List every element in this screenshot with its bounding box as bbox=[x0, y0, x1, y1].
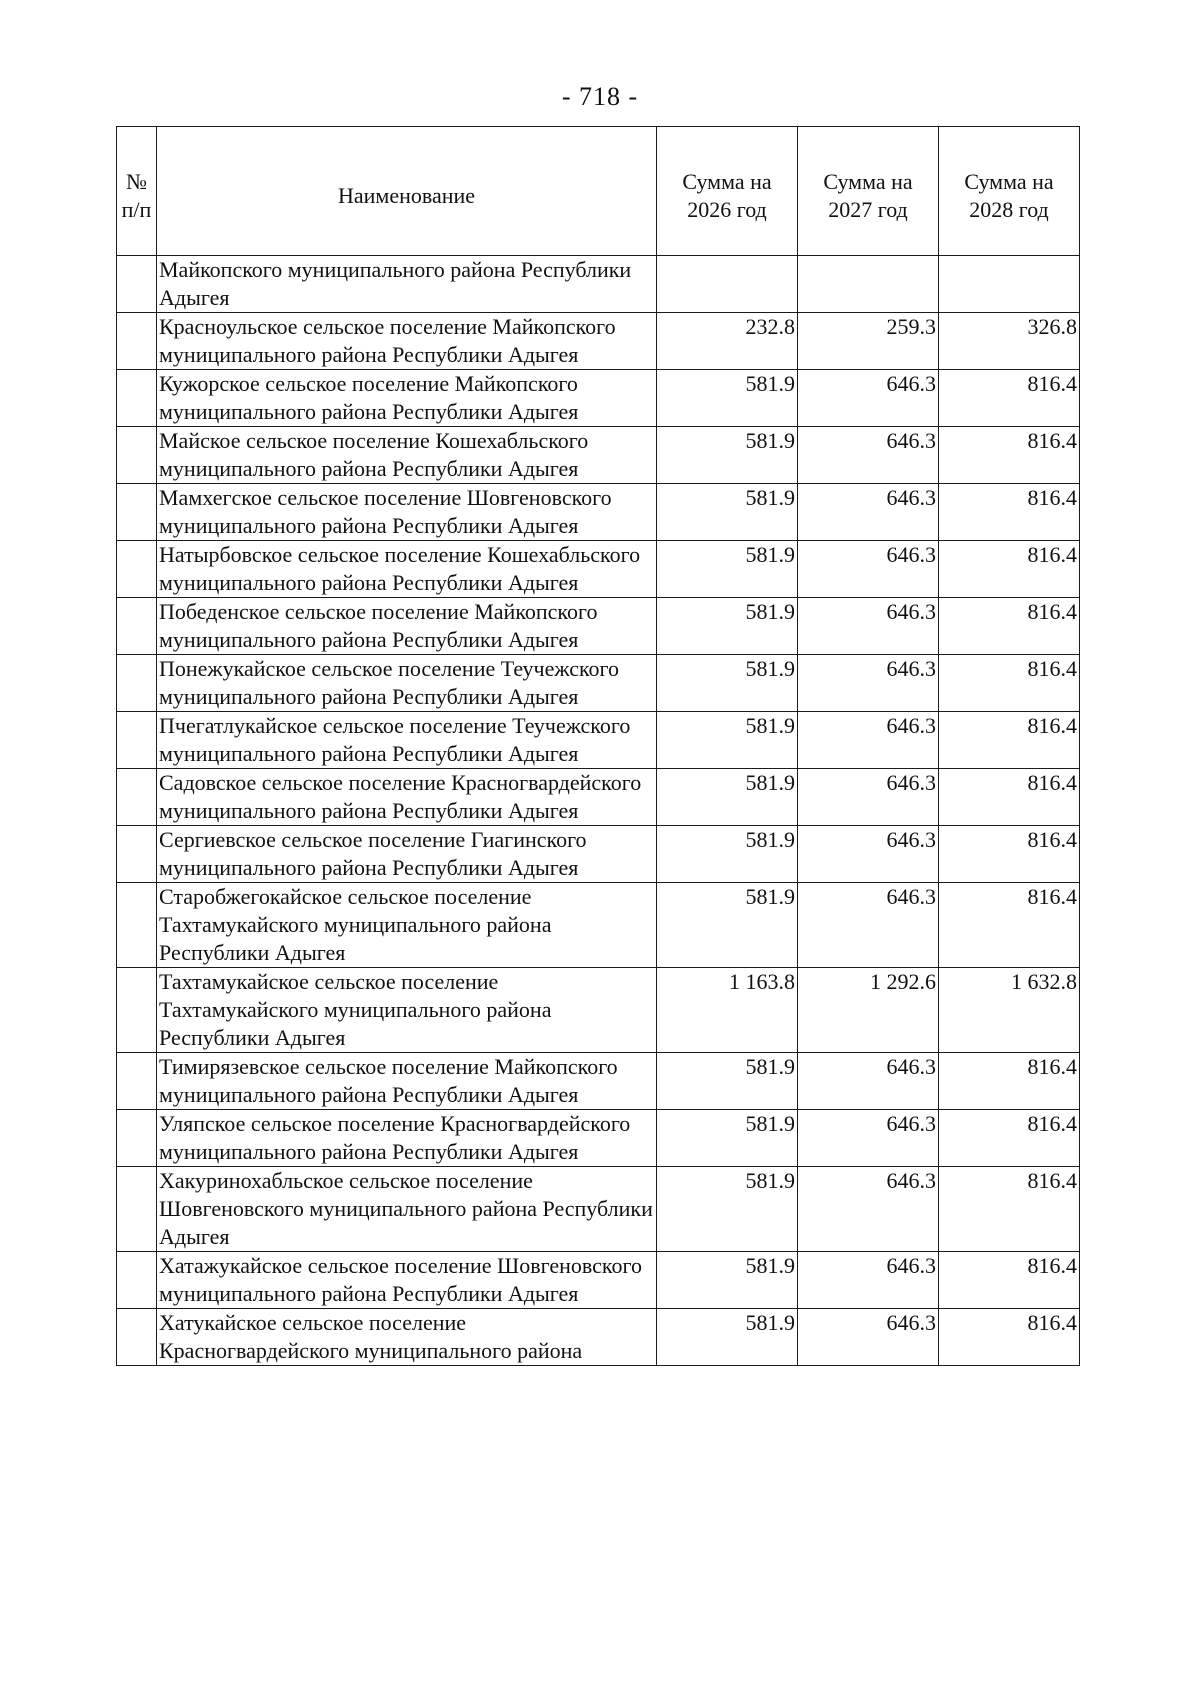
row-sum-2027: 646.3 bbox=[798, 541, 939, 598]
row-name: Садовское сельское поселение Красногвардейского муниципального района Республики Адыгея bbox=[157, 769, 657, 826]
row-number bbox=[117, 883, 157, 968]
row-sum-2027: 646.3 bbox=[798, 1110, 939, 1167]
row-sum-2027: 1 292.6 bbox=[798, 968, 939, 1053]
row-name: Тахтамукайское сельское поселение Тахтамукайского муниципального района Республики Адыгея bbox=[157, 968, 657, 1053]
row-name: Кужорское сельское поселение Майкопского муниципального района Республики Адыгея bbox=[157, 370, 657, 427]
row-number bbox=[117, 655, 157, 712]
header-sum-2027: Сумма на 2027 год bbox=[798, 127, 939, 256]
row-sum-2026: 581.9 bbox=[657, 427, 798, 484]
header-name: Наименование bbox=[157, 127, 657, 256]
row-number bbox=[117, 769, 157, 826]
table-row bbox=[117, 1110, 1080, 1167]
row-sum-2028: 816.4 bbox=[939, 427, 1080, 484]
row-name: Тимирязевское сельское поселение Майкопского муниципального района Республики Адыгея bbox=[157, 1053, 657, 1110]
row-name: Сергиевское сельское поселение Гиагинского муниципального района Республики Адыгея bbox=[157, 826, 657, 883]
row-name: Хатажукайское сельское поселение Шовгеновского муниципального района Республики Адыгея bbox=[157, 1252, 657, 1309]
row-sum-2027: 646.3 bbox=[798, 712, 939, 769]
table-row bbox=[117, 313, 1080, 370]
row-sum-2026: 232.8 bbox=[657, 313, 798, 370]
row-sum-2028: 816.4 bbox=[939, 1053, 1080, 1110]
row-number bbox=[117, 427, 157, 484]
row-number bbox=[117, 370, 157, 427]
table-row bbox=[117, 1309, 1080, 1366]
row-sum-2028: 816.4 bbox=[939, 1309, 1080, 1366]
row-name: Хатукайское сельское поселение Красногвардейского муниципального района bbox=[157, 1309, 657, 1366]
row-sum-2027: 646.3 bbox=[798, 484, 939, 541]
row-sum-2026: 581.9 bbox=[657, 1053, 798, 1110]
row-sum-2028: 816.4 bbox=[939, 541, 1080, 598]
row-name: Победенское сельское поселение Майкопского муниципального района Республики Адыгея bbox=[157, 598, 657, 655]
row-name: Натырбовское сельское поселение Кошехабльского муниципального района Республики Адыгея bbox=[157, 541, 657, 598]
table-row bbox=[117, 484, 1080, 541]
row-sum-2027: 646.3 bbox=[798, 1309, 939, 1366]
header-sum-2028: Сумма на 2028 год bbox=[939, 127, 1080, 256]
row-sum-2026: 581.9 bbox=[657, 484, 798, 541]
row-sum-2028: 816.4 bbox=[939, 883, 1080, 968]
row-number bbox=[117, 1053, 157, 1110]
row-sum-2027: 259.3 bbox=[798, 313, 939, 370]
row-name: Пчегатлукайское сельское поселение Теучежского муниципального района Республики Адыгея bbox=[157, 712, 657, 769]
row-sum-2028: 816.4 bbox=[939, 826, 1080, 883]
row-sum-2028: 816.4 bbox=[939, 484, 1080, 541]
row-sum-2026: 581.9 bbox=[657, 826, 798, 883]
row-sum-2026: 581.9 bbox=[657, 1252, 798, 1309]
table-row bbox=[117, 968, 1080, 1053]
row-number bbox=[117, 1110, 157, 1167]
row-number bbox=[117, 1252, 157, 1309]
table-row bbox=[117, 769, 1080, 826]
row-number bbox=[117, 712, 157, 769]
row-sum-2026: 581.9 bbox=[657, 769, 798, 826]
row-name: Майское сельское поселение Кошехабльского муниципального района Республики Адыгея bbox=[157, 427, 657, 484]
budget-table bbox=[116, 126, 1080, 1366]
table-row bbox=[117, 1167, 1080, 1252]
header-sum-2026: Сумма на 2026 год bbox=[657, 127, 798, 256]
table-row bbox=[117, 256, 1080, 313]
table-header-row bbox=[117, 127, 1080, 256]
row-sum-2028: 816.4 bbox=[939, 370, 1080, 427]
table-row bbox=[117, 598, 1080, 655]
row-sum-2028: 816.4 bbox=[939, 769, 1080, 826]
row-sum-2027: 646.3 bbox=[798, 1053, 939, 1110]
row-sum-2028: 816.4 bbox=[939, 1167, 1080, 1252]
row-sum-2026 bbox=[657, 256, 798, 313]
row-sum-2026: 581.9 bbox=[657, 1167, 798, 1252]
row-number bbox=[117, 256, 157, 313]
row-sum-2026: 581.9 bbox=[657, 541, 798, 598]
row-sum-2027: 646.3 bbox=[798, 826, 939, 883]
row-number bbox=[117, 484, 157, 541]
row-name: Майкопского муниципального района Республики Адыгея bbox=[157, 256, 657, 313]
row-number bbox=[117, 313, 157, 370]
row-sum-2026: 581.9 bbox=[657, 1110, 798, 1167]
row-sum-2026: 581.9 bbox=[657, 655, 798, 712]
row-sum-2028 bbox=[939, 256, 1080, 313]
row-sum-2028: 816.4 bbox=[939, 1252, 1080, 1309]
row-sum-2028: 816.4 bbox=[939, 655, 1080, 712]
row-sum-2026: 581.9 bbox=[657, 883, 798, 968]
row-name: Хакуринохабльское сельское поселение Шовгеновского муниципального района Республики Адыгея bbox=[157, 1167, 657, 1252]
row-sum-2027: 646.3 bbox=[798, 1167, 939, 1252]
page-number: - 718 - bbox=[561, 82, 639, 111]
row-sum-2026: 581.9 bbox=[657, 712, 798, 769]
row-sum-2027: 646.3 bbox=[798, 883, 939, 968]
row-sum-2028: 1 632.8 bbox=[939, 968, 1080, 1053]
row-sum-2026: 581.9 bbox=[657, 1309, 798, 1366]
row-number bbox=[117, 541, 157, 598]
table-row bbox=[117, 883, 1080, 968]
table-row bbox=[117, 427, 1080, 484]
row-number bbox=[117, 1167, 157, 1252]
header-number: № п/п bbox=[117, 127, 157, 256]
row-name: Старобжегокайское сельское поселение Тахтамукайского муниципального района Республики Адыгея bbox=[157, 883, 657, 968]
row-sum-2027: 646.3 bbox=[798, 370, 939, 427]
row-sum-2027: 646.3 bbox=[798, 427, 939, 484]
row-name: Уляпское сельское поселение Красногвардейского муниципального района Республики Адыгея bbox=[157, 1110, 657, 1167]
table-row bbox=[117, 655, 1080, 712]
row-sum-2027: 646.3 bbox=[798, 1252, 939, 1309]
row-number bbox=[117, 826, 157, 883]
table-row bbox=[117, 370, 1080, 427]
table-row bbox=[117, 1053, 1080, 1110]
table-row bbox=[117, 1252, 1080, 1309]
row-sum-2028: 816.4 bbox=[939, 1110, 1080, 1167]
row-sum-2028: 326.8 bbox=[939, 313, 1080, 370]
row-sum-2026: 581.9 bbox=[657, 370, 798, 427]
row-sum-2028: 816.4 bbox=[939, 712, 1080, 769]
row-sum-2026: 581.9 bbox=[657, 598, 798, 655]
row-sum-2027 bbox=[798, 256, 939, 313]
table-row bbox=[117, 541, 1080, 598]
table-row bbox=[117, 712, 1080, 769]
row-number bbox=[117, 598, 157, 655]
row-number bbox=[117, 968, 157, 1053]
row-sum-2026: 1 163.8 bbox=[657, 968, 798, 1053]
row-name: Красноульское сельское поселение Майкопского муниципального района Республики Адыгея bbox=[157, 313, 657, 370]
row-sum-2027: 646.3 bbox=[798, 598, 939, 655]
row-name: Мамхегское сельское поселение Шовгеновского муниципального района Республики Адыгея bbox=[157, 484, 657, 541]
row-sum-2027: 646.3 bbox=[798, 655, 939, 712]
row-sum-2027: 646.3 bbox=[798, 769, 939, 826]
row-name: Понежукайское сельское поселение Теучежского муниципального района Республики Адыгея bbox=[157, 655, 657, 712]
row-number bbox=[117, 1309, 157, 1366]
table-row bbox=[117, 826, 1080, 883]
row-sum-2028: 816.4 bbox=[939, 598, 1080, 655]
